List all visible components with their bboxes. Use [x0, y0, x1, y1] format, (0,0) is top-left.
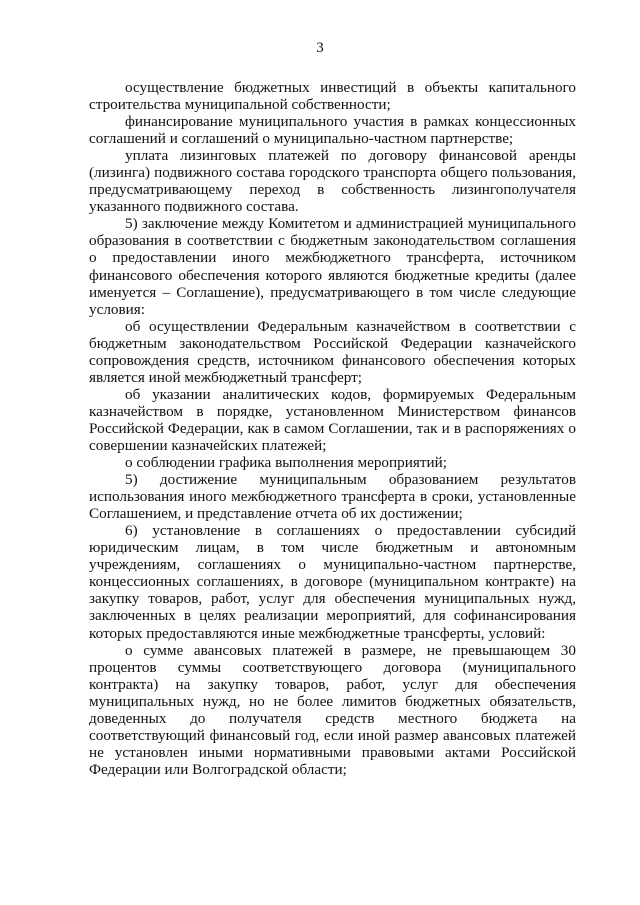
paragraph-budget-investments: осуществление бюджетных инвестиций в объекты капитального строительства муниципальной собственности; — [89, 79, 576, 114]
paragraph-results-achievement: 5) достижение муниципальным образованием результатов использования иного межбюджетного трансферта в сроки, установленные Соглашением, и представление отчета об их достижении; — [89, 471, 576, 523]
paragraph-concession-financing: финансирование муниципального участия в рамках концессионных соглашений и соглашений о муниципально-частном партнерстве; — [89, 113, 576, 148]
paragraph-analytical-codes: об указании аналитических кодов, формируемых Федеральным казначейством в порядке, установленном Министерством финансов Российской Федерации, как в самом Соглашении, так и в распоряжениях о совершении казначейских платежей; — [89, 385, 576, 454]
paragraph-agreement-conditions: 6) установление в соглашениях о предоставлении субсидий юридическим лицам, в том числе бюджетным и автономным учреждениям, соглашениях о муниципально-частном партнерстве, концессионных соглашениях, в договоре (муниципальном контракте) на закупку товаров, работ, услуг для обеспечения муниципальных нужд, заключенных в целях реализации мероприятий, для софинансирования которых предоставляются иные межбюджетные трансферты, условий: — [89, 522, 576, 642]
paragraph-treasury-support: об осуществлении Федеральным казначейством в соответствии с бюджетным законодательством Российской Федерации казначейского сопровождения средств, источником финансового обеспечения которых является иной межбюджетный трансферт; — [89, 317, 576, 386]
paragraph-advance-payments: о сумме авансовых платежей в размере, не превышающем 30 процентов суммы соответствующего договора (муниципального контракта) на закупку товаров, работ, услуг для обеспечения муниципальных нужд, но не более лимитов бюджетных обязательств, доведенных до получателя средств местного бюджета на соответствующий финансовый год, если иной размер авансовых платежей не установлен иными нормативными правовыми актами Российской Федерации или Волгоградской области; — [89, 641, 576, 778]
document-body — [89, 79, 576, 778]
paragraph-leasing-payments: уплата лизинговых платежей по договору финансовой аренды (лизинга) подвижного состава городского транспорта общего пользования, предусматривающему переход в собственность лизингополучателя указанного подвижного состава. — [89, 147, 576, 216]
page-number: 3 — [316, 40, 324, 56]
paragraph-agreement-conclusion: 5) заключение между Комитетом и администрацией муниципального образования в соответствии с бюджетным законодательством соглашения о предоставлении иного межбюджетного трансферта, источником финансового обеспечения которого являются бюджетные кредиты (далее именуется – Соглашение), предусматривающего в том числе следующие условия: — [89, 215, 576, 318]
paragraph-schedule-compliance: о соблюдении графика выполнения мероприятий; — [125, 454, 447, 472]
